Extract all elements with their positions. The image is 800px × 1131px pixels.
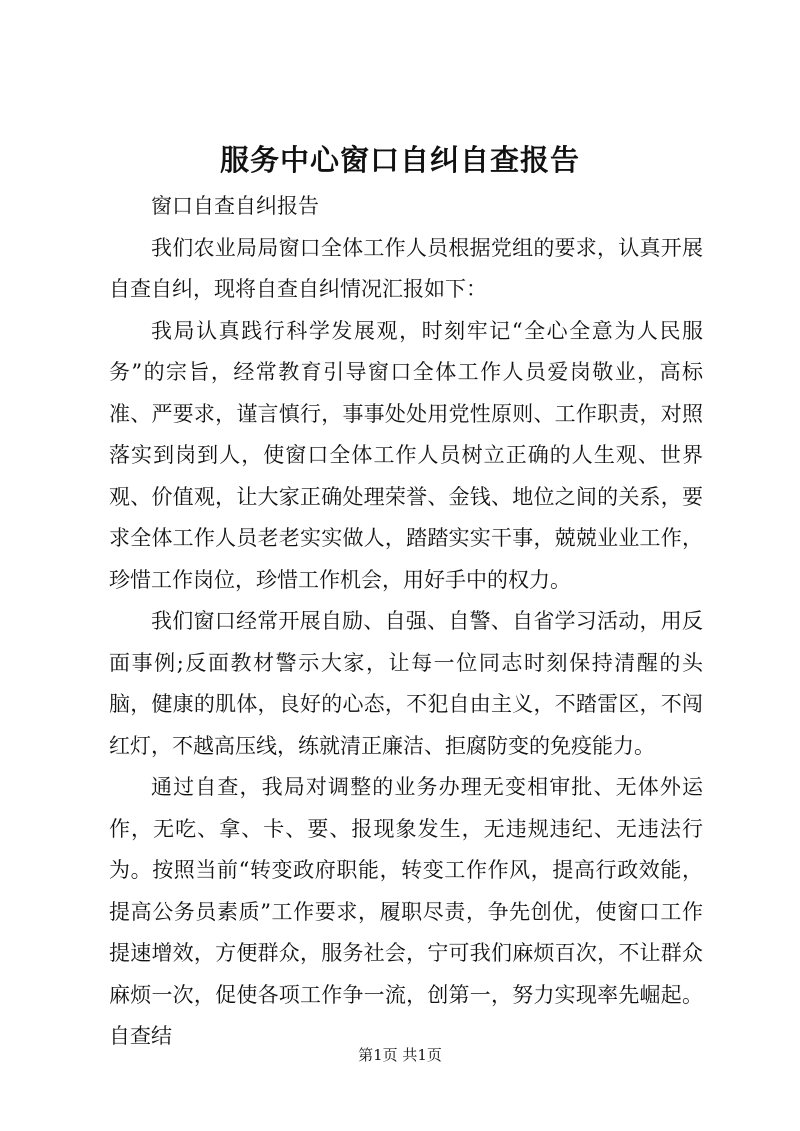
paragraph-3: 我们窗口经常开展自励、自强、自警、自省学习活动，用反面事例;反面教材警示大家，让每一位同志时刻保持清醒的头脑，健康的肌体，良好的心态，不犯自由主义，不踏雷区，不闯红灯，不越高压线，练就清正廉洁、拒腐防变的免疫能力。 xyxy=(109,609,703,758)
paragraph-4: 通过自查，我局对调整的业务办理无变相审批、无体外运作，无吃、拿、卡、要、报现象发生，无违规违纪、无违法行为。按照当前“转变政府职能，转变工作作风，提高行政效能，提高公务员素质”工作要求，履职尽责，争先创优，使窗口工作提速增效，方便群众，服务社会，宁可我们麻烦百次，不让群众麻烦一次，促使各项工作争一流，创第一，努力实现率先崛起。自查结 xyxy=(109,775,703,1048)
document-title: 服务中心窗口自纠自查报告 xyxy=(219,143,580,177)
document-body xyxy=(109,186,703,1058)
document-subtitle: 窗口自查自纠报告 xyxy=(151,194,319,218)
paragraph-2: 我局认真践行科学发展观，时刻牢记“全心全意为人民服务”的宗旨，经常教育引导窗口全体工作人员爱岗敬业，高标准、严要求，谨言慎行，事事处处用党性原则、工作职责，对照落实到岗到人，使窗口全体工作人员树立正确的人生观、世界观、价值观，让大家正确处理荣誉、金钱、地位之间的关系，要求全体工作人员老老实实做人，踏踏实实干事，兢兢业业工作，珍惜工作岗位，珍惜工作机会，用好手中的权力。 xyxy=(109,318,703,592)
page-number-footer: 第1页 共1页 xyxy=(358,1046,442,1064)
paragraph-1: 我们农业局局窗口全体工作人员根据党组的要求，认真开展自查自纠，现将自查自纠情况汇报如下： xyxy=(109,235,703,301)
